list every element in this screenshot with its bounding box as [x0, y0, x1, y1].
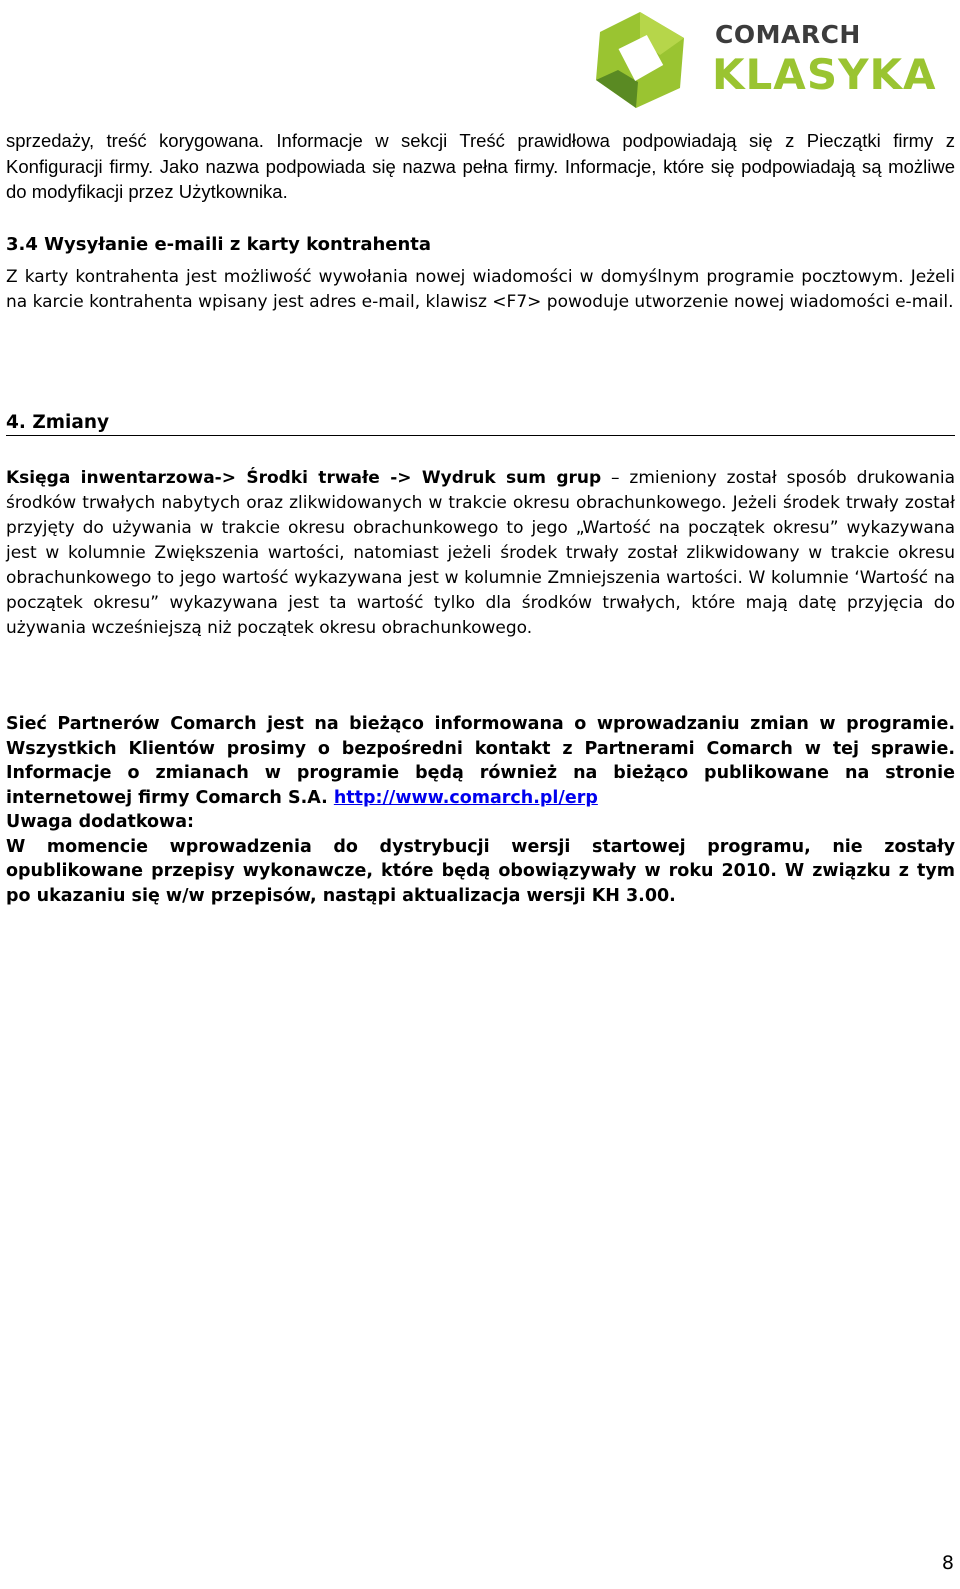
section-4-body-text: – zmieniony został sposób drukowania środków trwałych nabytych oraz zlikwidowanych w trakcie okresu obrachunkowego. Jeżeli środek trwały został przyjęty do używania w trakcie okresu obrachunkowego to jego „Wartość na początek okresu” wykazywana jest w kolumnie Zwiększenia wartości, natomiast jeżeli środek trwały został zlikwidowany w trakcie okresu obrachunkowego to jego wartość wykazywana jest w kolumnie Zmniejszenia wartości. W kolumnie ‘Wartość na początek okresu” wykazywana jest ta wartość tylko dla środków trwałych, które mają datę przyjęcia do używania wcześniejszą niż początek okresu obrachunkowego.: [6, 468, 955, 638]
comarch-logo-mark-icon: [590, 10, 690, 110]
logo-text-klasyka: KLASYKA: [712, 50, 937, 99]
extra-notice-text: W momencie wprowadzenia do dystrybucji wersji startowej programu, nie zostały opublikowane przepisy wykonawcze, które będą obowiązywały w roku 2010. W związku z tym po ukazaniu się w/w przepisów, nastąpi aktualizacja wersji KH 3.00.: [6, 836, 955, 906]
section-3-4-heading: 3.4 Wysyłanie e-maili z karty kontrahenta: [6, 234, 432, 255]
section-4-paragraph: [6, 466, 955, 641]
page-number: 8: [941, 1552, 954, 1574]
menu-path: Księga inwentarzowa-> Środki trwałe -> Wydruk sum grup: [6, 468, 602, 488]
logo-text-comarch: COMARCH: [715, 20, 861, 49]
notice-block: [6, 712, 955, 908]
comarch-erp-link[interactable]: http://www.comarch.pl/erp: [333, 787, 598, 808]
intro-paragraph: sprzedaży, treść korygowana. Informacje w sekcji Treść prawidłowa podpowiadają się z Pieczątki firmy z Konfiguracji firmy. Jako nazwa podpowiada się nazwa pełna firmy. Informacje, które się podpowiadają są możliwe do modyfikacji przez Użytkownika.: [6, 130, 955, 202]
section-3-4-paragraph: Z karty kontrahenta jest możliwość wywołania nowej wiadomości w domyślnym programie pocztowym. Jeżeli na karcie kontrahenta wpisany jest adres e-mail, klawisz <F7> powoduje utworzenie nowej wiadomości e-mail.: [6, 267, 955, 312]
section-4-heading: 4. Zmiany: [6, 412, 955, 436]
partners-notice: [6, 712, 955, 908]
partners-notice-text: Sieć Partnerów Comarch jest na bieżąco informowana o wprowadzaniu zmian w programie. Wszystkich Klientów prosimy o bezpośredni kontakt z Partnerami Comarch w tej sprawie. Informacje o zmianach w programie będą również na bieżąco publikowane na stronie internetowej firmy Comarch S.A.: [6, 714, 955, 808]
comarch-klasyka-logo: [590, 10, 940, 115]
extra-notice-heading: Uwaga dodatkowa:: [6, 812, 195, 832]
